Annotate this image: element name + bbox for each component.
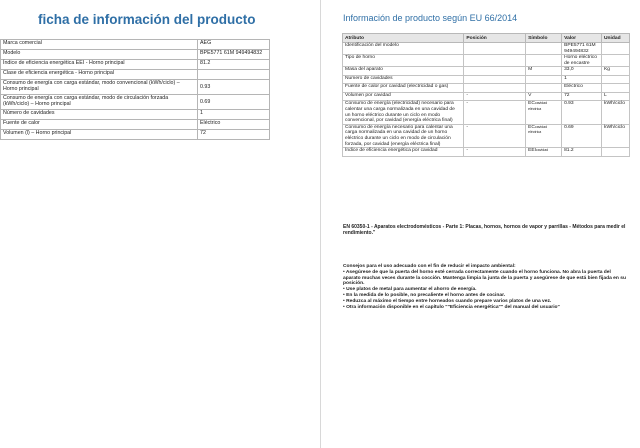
advice-item: • Use platos de metal para aumentar el ahorro de energía. — [343, 287, 477, 293]
col-header-symbol: Símbolo — [526, 34, 562, 43]
attribute-cell: Numero de cavidades — [343, 75, 464, 84]
table-header-row — [343, 34, 630, 43]
row-label: Consumo de energía con carga estándar, modo de circulación forzada (kWh/ciclo) – Horno principal — [1, 95, 198, 110]
environmental-advice — [343, 264, 628, 310]
row-label: Modelo — [1, 50, 198, 60]
row-label: Número de cavidades — [1, 110, 198, 120]
col-header-attribute: Atributo — [343, 34, 464, 43]
value-cell: Eléctrico — [562, 84, 602, 93]
attribute-cell: Consumo de energía necesario para calentar una carga normalizada en una cavidad de un horno eléctrico durante un ciclo en modo de circulación forzada, por cavidad (energía eléctrica final) — [343, 124, 464, 147]
value-cell: 1 — [562, 75, 602, 84]
value-cell: 33,0 — [562, 67, 602, 76]
eu-info-page — [320, 0, 640, 448]
position-cell: - — [464, 92, 526, 101]
table-row — [1, 50, 270, 60]
row-value: 0.93 — [198, 80, 270, 95]
unit-cell — [602, 55, 630, 67]
advice-item: • En la medida de lo posible, no precaliente el horno antes de cocinar. — [343, 292, 506, 298]
position-cell: - — [464, 101, 526, 124]
table-row — [343, 75, 630, 84]
symbol-cell: ECcavidad eléctrica — [526, 101, 562, 124]
attribute-cell: Masa del aparato — [343, 67, 464, 76]
row-label: Clase de eficiencia energética - Horno principal — [1, 70, 198, 80]
unit-cell: kWh/ciclo — [602, 124, 630, 147]
symbol-cell: ECcavidad eléctrica — [526, 124, 562, 147]
value-cell: 0.93 — [562, 101, 602, 124]
col-header-value: Valor — [562, 34, 602, 43]
table-row — [1, 40, 270, 50]
advice-item: • Asegúrese de que la puerta del horno esté cerrada correctamente cuando el horno funciona. No abra la puerta del aparato muchas veces durante la cocción. Mantenga limpia la junta de la puerta y asegúrese de que está bien fijada en su posición. — [343, 269, 626, 287]
table-row — [343, 92, 630, 101]
position-cell — [464, 75, 526, 84]
row-label: Índice de eficiencia energética EEI - Horno principal — [1, 60, 198, 70]
position-cell: - — [464, 148, 526, 157]
table-row — [343, 43, 630, 55]
page-title: ficha de información del producto — [38, 12, 256, 27]
attribute-cell: Identificación del modelo — [343, 43, 464, 55]
symbol-cell: V — [526, 92, 562, 101]
unit-cell: kWh/ciclo — [602, 101, 630, 124]
value-cell: 72 — [562, 92, 602, 101]
symbol-cell — [526, 75, 562, 84]
col-header-position: Posición — [464, 34, 526, 43]
unit-cell — [602, 148, 630, 157]
advice-item: • Otra información disponible en el capítulo ""Eficiencia energética"" del manual del usuario" — [343, 304, 560, 310]
row-label: Marca comercial — [1, 40, 198, 50]
row-value: Eléctrico — [198, 120, 270, 130]
table-row — [1, 120, 270, 130]
row-value: AEG — [198, 40, 270, 50]
symbol-cell — [526, 43, 562, 55]
row-value: BPE5771 61M 949494832 — [198, 50, 270, 60]
unit-cell — [602, 75, 630, 84]
position-cell — [464, 55, 526, 67]
unit-cell: L — [602, 92, 630, 101]
attribute-cell: Fuente de calor por cavidad (electricidad o gas) — [343, 84, 464, 93]
row-value: 1 — [198, 110, 270, 120]
position-cell — [464, 67, 526, 76]
table-row — [343, 124, 630, 147]
col-header-unit: Unidad — [602, 34, 630, 43]
advice-heading: Consejos para el uso adecuado con el fin de reducir el impacto ambiental: — [343, 264, 516, 269]
table-row — [1, 60, 270, 70]
row-value: 0.69 — [198, 95, 270, 110]
row-value: 81.2 — [198, 60, 270, 70]
attribute-cell: Consumo de energía (electricidad) necesario para calentar una carga normalizada en una cavidad de un horno eléctrico durante un ciclo en modo convencional, por cavidad (energía eléctrica final) — [343, 101, 464, 124]
position-cell — [464, 43, 526, 55]
symbol-cell: EEIcavidad — [526, 148, 562, 157]
table-row — [1, 130, 270, 140]
table-row — [343, 148, 630, 157]
row-value — [198, 70, 270, 80]
table-row — [1, 70, 270, 80]
position-cell — [464, 84, 526, 93]
table-row — [343, 101, 630, 124]
product-fiche-table — [0, 39, 270, 140]
table-row — [343, 67, 630, 76]
attribute-cell: Tipo de horno — [343, 55, 464, 67]
row-label: Consumo de energía con carga estándar, modo convencional (kWh/ciclo) – Horno principal — [1, 80, 198, 95]
row-value: 72 — [198, 130, 270, 140]
measurement-standard: EN 60350-1 - Aparatos electrodomésticos - Parte 1: Placas, hornos, hornos de vapor y parrillas - Métodos para medir el rendimiento." — [343, 224, 626, 236]
value-cell: 0.69 — [562, 124, 602, 147]
table-row — [1, 80, 270, 95]
unit-cell — [602, 43, 630, 55]
row-label: Volumen (l) – Horno principal — [1, 130, 198, 140]
row-label: Fuente de calor — [1, 120, 198, 130]
position-cell: - — [464, 124, 526, 147]
symbol-cell — [526, 55, 562, 67]
table-row — [1, 95, 270, 110]
value-cell: Horno eléctrico de encastre — [562, 55, 602, 67]
value-cell: BPE5771 61M 949494832 — [562, 43, 602, 55]
table-row — [1, 110, 270, 120]
value-cell: 81.2 — [562, 148, 602, 157]
unit-cell — [602, 84, 630, 93]
table-row — [343, 55, 630, 67]
attribute-cell: Índice de eficiencia energética por cavidad — [343, 148, 464, 157]
advice-item: • Reduzca al máximo el tiempo entre horneados cuando prepare varios platos de una vez. — [343, 298, 552, 304]
symbol-cell: M — [526, 67, 562, 76]
attribute-cell: Volumen por cavidad — [343, 92, 464, 101]
symbol-cell — [526, 84, 562, 93]
unit-cell: Kg — [602, 67, 630, 76]
page-title: Información de producto según EU 66/2014 — [343, 13, 518, 23]
eu-info-table — [342, 33, 630, 157]
table-row — [343, 84, 630, 93]
